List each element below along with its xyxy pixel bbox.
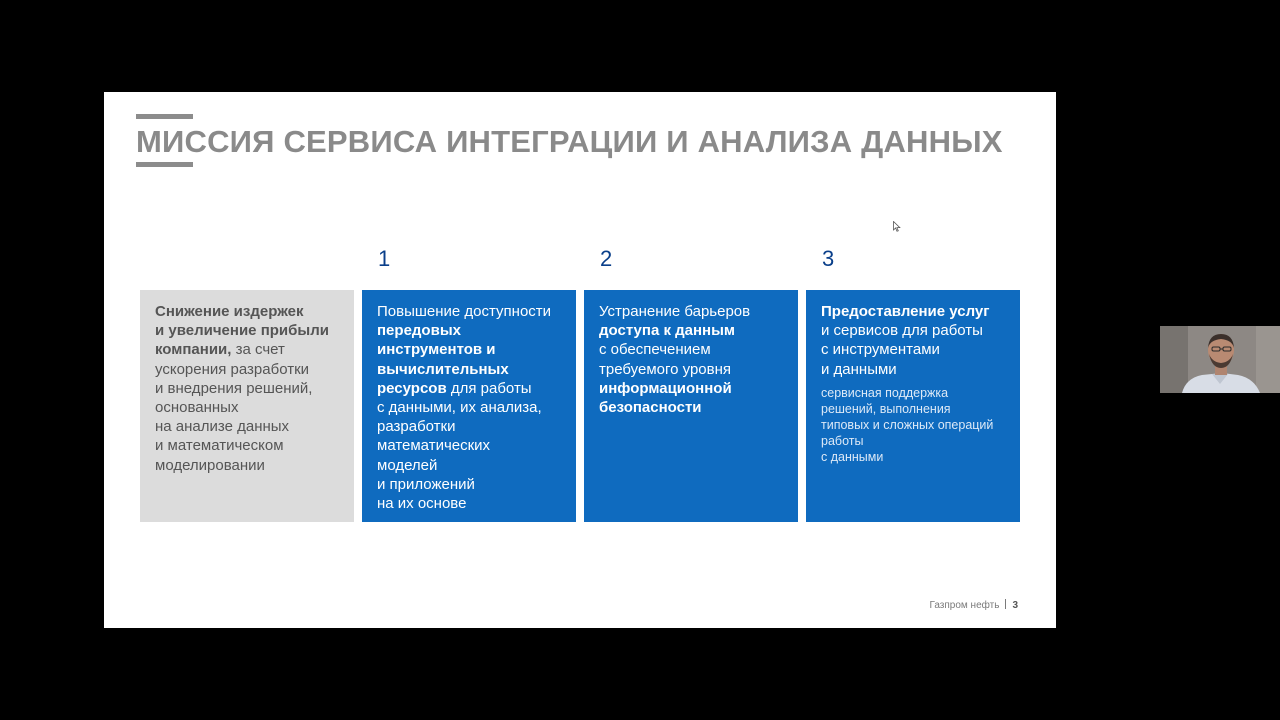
card-text-regular: Устранение барьеров: [599, 303, 751, 320]
card-line: [599, 321, 784, 340]
card-text-bold: передовых: [377, 322, 461, 340]
card-note-line: с данными: [821, 449, 884, 464]
card-text-regular: за счет: [231, 341, 285, 359]
card-line: [377, 456, 562, 475]
card-line: [155, 379, 340, 398]
card-line: [377, 417, 562, 436]
card-text-regular: и математическом: [155, 437, 284, 455]
card-text-regular: с инструментами: [821, 341, 940, 359]
card-line: [821, 321, 1006, 340]
card-line: [599, 360, 784, 379]
card-text-regular: и сервисов для работы: [821, 322, 983, 340]
card-note-line: сервисная поддержка: [821, 385, 949, 400]
card-line: [377, 436, 562, 455]
card-text-regular: моделировании: [155, 456, 265, 474]
presenter-webcam: [1160, 326, 1280, 393]
card-line: [821, 340, 1006, 359]
card-line: [377, 398, 562, 417]
footer-divider: [1005, 599, 1006, 609]
card-text: [599, 302, 784, 417]
card-line: [155, 340, 340, 359]
card-text-bold: вычислительных: [377, 360, 509, 378]
card-text-regular: для работы: [446, 379, 532, 397]
card-2: [584, 290, 798, 522]
card-line: [377, 475, 562, 494]
card-text: [155, 302, 340, 475]
card-note-line: работы: [821, 433, 864, 448]
card-line: [377, 494, 562, 513]
card-line: [377, 360, 562, 379]
card-text-bold: компании,: [155, 341, 232, 359]
card-text-regular: моделей: [377, 456, 438, 474]
card-line: [155, 436, 340, 455]
card-text-bold: Предоставление услуг: [821, 303, 990, 320]
card-text-regular: математических: [377, 437, 491, 455]
card-line: [599, 379, 784, 398]
card-text-bold: и увеличение прибыли: [155, 322, 329, 340]
card-line: [599, 340, 784, 359]
title-accent-top: [136, 114, 193, 119]
column-number-3: 3: [822, 246, 835, 271]
card-note-line: типовых и сложных операций: [821, 417, 994, 432]
card-text-regular: на анализе данных: [155, 418, 290, 436]
card-text-bold: информационной: [599, 379, 732, 397]
card-text-regular: с данными, их анализа,: [377, 399, 542, 417]
card-line: [821, 360, 1006, 379]
page-number: 3: [1012, 600, 1018, 611]
card-text-regular: и приложений: [377, 475, 475, 493]
column-number-2: 2: [600, 246, 613, 271]
slide-footer: [929, 599, 1018, 611]
card-text-regular: Повышение доступности: [377, 303, 552, 320]
card-goal: [140, 290, 354, 522]
card-line: [821, 302, 1006, 321]
card-line: [155, 456, 340, 475]
card-line: [155, 398, 340, 417]
card-text-regular: и внедрения решений,: [155, 379, 313, 397]
card-line: [377, 340, 562, 359]
card-text-regular: с обеспечением: [599, 341, 711, 359]
card-text: [377, 302, 562, 513]
card-text-regular: основанных: [155, 399, 239, 417]
card-text-regular: ускорения разработки: [155, 360, 310, 378]
card-text-regular: требуемого уровня: [599, 360, 732, 378]
card-note: [821, 385, 1006, 465]
card-text-bold: инструментов и: [377, 341, 496, 359]
card-line: [155, 321, 340, 340]
title-accent-bottom: [136, 162, 193, 167]
mouse-pointer-icon: [893, 221, 901, 232]
card-line: [155, 360, 340, 379]
footer-company: Газпром нефть: [929, 600, 1000, 611]
card-line: [377, 321, 562, 340]
card-text: [821, 302, 1006, 379]
card-text-regular: и данными: [821, 360, 897, 378]
card-line: [377, 302, 562, 321]
card-text-bold: безопасности: [599, 399, 702, 417]
card-text-bold: ресурсов: [377, 379, 447, 397]
card-text-regular: на их основе: [377, 495, 467, 513]
card-note-line: решений, выполнения: [821, 401, 951, 416]
card-3: [806, 290, 1020, 522]
card-line: [599, 398, 784, 417]
card-line: [155, 302, 340, 321]
card-text-bold: Снижение издержек: [155, 303, 304, 320]
card-line: [599, 302, 784, 321]
column-number-1: 1: [378, 246, 391, 271]
card-text-regular: разработки: [377, 418, 456, 436]
presenter-image: [1160, 326, 1280, 393]
card-1: [362, 290, 576, 522]
presentation-slide: [104, 92, 1056, 628]
card-line: [155, 417, 340, 436]
slide-title: МИССИЯ СЕРВИСА ИНТЕГРАЦИИ И АНАЛИЗА ДАННЫХ: [136, 124, 1003, 159]
card-line: [377, 379, 562, 398]
card-text-bold: доступа к данным: [599, 322, 736, 340]
